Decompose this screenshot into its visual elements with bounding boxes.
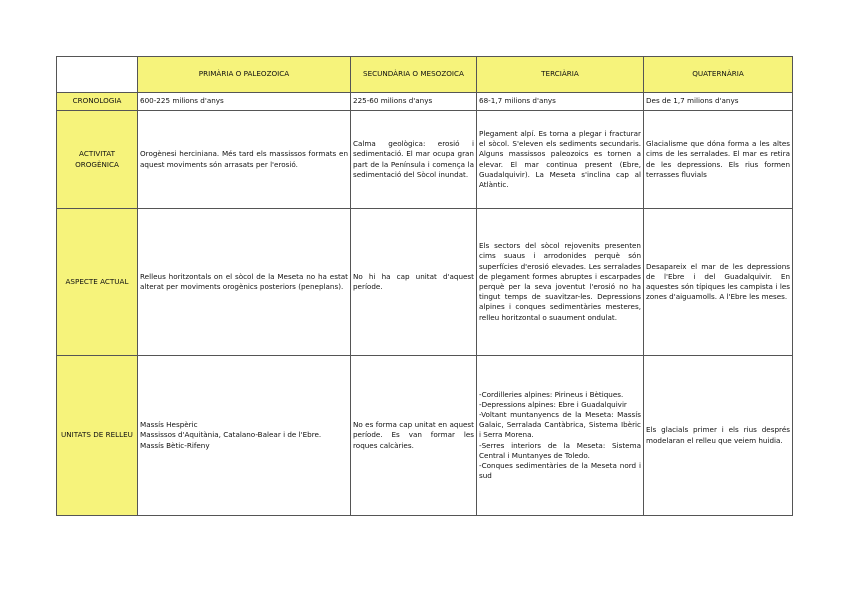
cell-cronologia-secundaria: 225-60 milions d'anys [351,93,477,111]
header-row [57,57,793,93]
header-primaria: PRIMÀRIA O PALEOZOICA [138,57,351,93]
cell-cronologia-terciaria: 68-1,7 milions d'anys [477,93,644,111]
cell-cronologia-primaria: 600-225 milions d'anys [138,93,351,111]
cell-unitats-quaternaria: Els glacials primer i els rius després modelaran el relleu que veiem huidia. [644,356,793,516]
header-secundaria: SECUNDÀRIA O MESOZOICA [351,57,477,93]
cell-aspecte-primaria: Relleus horitzontals on el sòcol de la Meseta no ha estat alterat per moviments orogènics posteriors (peneplans). [138,209,351,356]
row-aspecte [57,209,793,356]
cell-activitat-secundaria: Calma geològica: erosió i sedimentació. El mar ocupa gran part de la Península i comença la sedimentació del Sòcol inundat. [351,111,477,209]
cell-unitats-secundaria: No es forma cap unitat en aquest període. Es van formar les roques calcàries. [351,356,477,516]
row-label-unitats: UNITATS DE RELLEU [57,356,138,516]
cell-aspecte-secundaria: No hi ha cap unitat d'aquest període. [351,209,477,356]
cell-unitats-primaria: Massís Hespèric Massissos d'Aquitània, Catalano-Balear i de l'Ebre. Massís Bètic-Rifeny [138,356,351,516]
cell-activitat-terciaria: Plegament alpí. Es torna a plegar i fracturar el sòcol. S'eleven els sediments secundaris. Alguns massissos paleozoics es tornen a elevar. El mar continua present (Ebre, Guadalquivir). La Meseta s'inclina cap al Atlàntic. [477,111,644,209]
row-label-activitat: ACTIVITAT OROGÈNICA [57,111,138,209]
cell-cronologia-quaternaria: Des de 1,7 milions d'anys [644,93,793,111]
row-cronologia [57,93,793,111]
geology-table [56,56,793,516]
row-unitats [57,356,793,516]
header-terciaria: TERCIÀRIA [477,57,644,93]
header-quaternaria: QUATERNÀRIA [644,57,793,93]
cell-aspecte-terciaria: Els sectors del sòcol rejovenits presenten cims suaus i arrodonides perquè són superfícies d'erosió elevades. Les serralades de plegament formes abruptes i escarpades perquè per la seva joventut l'erosió no ha tingut temps de suavitzar-les. Depressions alpines i conques sedimentàries mesteres, relleu horitzontal o suaument ondulat. [477,209,644,356]
cell-activitat-quaternaria: Glacialisme que dóna forma a les altes cims de les serralades. El mar es retira de les depressions. Els rius formen terrasses fluvials [644,111,793,209]
row-label-aspecte: ASPECTE ACTUAL [57,209,138,356]
cell-activitat-primaria: Orogènesi herciniana. Més tard els massissos formats en aquest moviments són arrasats per l'erosió. [138,111,351,209]
cell-aspecte-quaternaria: Desapareix el mar de les depressions de l'Ebre i del Guadalquivir. En aquestes són típiques les campista i les zones d'aiguamolls. A l'Ebre les meses. [644,209,793,356]
corner-cell [57,57,138,93]
row-activitat [57,111,793,209]
cell-unitats-terciaria: -Cordilleries alpines: Pirineus i Bètiques. -Depressions alpines: Ebre i Guadalquivir -Voltant muntanyencs de la Meseta: Massís Galaic, Serralada Cantàbrica, Sistema Ibèric i Serra Morena. -Serres interiors de la Meseta: Sistema Central i Muntanyes de Toledo. -Conques sedimentàries de la Meseta nord i sud [477,356,644,516]
row-label-cronologia: CRONOLOGIA [57,93,138,111]
